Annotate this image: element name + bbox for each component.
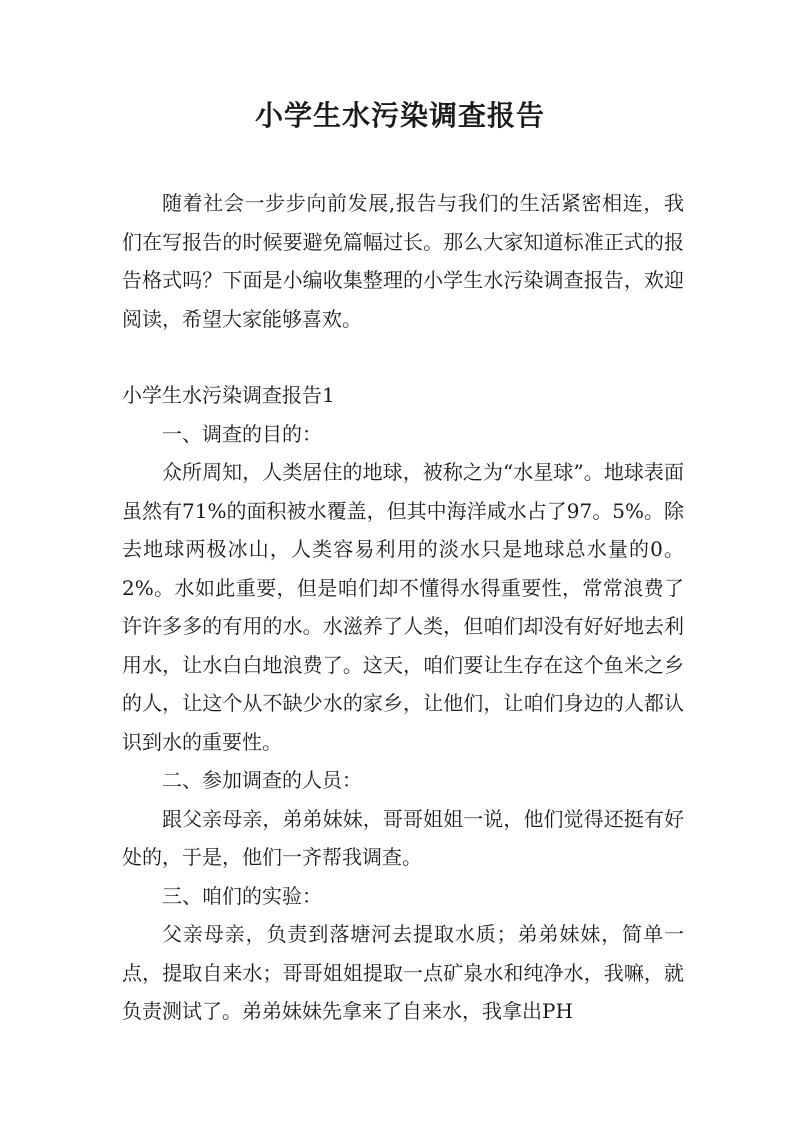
document-title: 小学生水污染调查报告	[254, 99, 545, 132]
intro-paragraph: 随着社会一步步向前发展,报告与我们的生活紧密相连，我们在写报告的时候要避免篇幅过长。那么大家知道标准正式的报告格式吗？下面是小编收集整理的小学生水污染调查报告，欢迎阅读，希望大家能够喜欢。	[122, 191, 684, 331]
intro-block	[122, 184, 684, 338]
heading-experiment: 三、咱们的实验：	[162, 883, 322, 908]
paragraph-experiment: 父亲母亲，负责到落塘河去提取水质；弟弟妹妹，简单一点，提取自来水；哥哥姐姐提取一点矿泉水和纯净水，我嘛，就负责测试了。弟弟妹妹先拿来了自来水，我拿出PH	[122, 922, 684, 1023]
heading-purpose: 一、调查的目的：	[162, 421, 322, 446]
report-body	[122, 376, 684, 1031]
section-title: 小学生水污染调查报告1	[122, 383, 335, 407]
heading-participants: 二、参加调查的人员：	[162, 768, 362, 792]
paragraph-participants: 跟父亲母亲，弟弟妹妹，哥哥姐姐一说，他们觉得还挺有好处的，于是，他们一齐帮我调查。	[122, 806, 684, 869]
paragraph-purpose: 众所周知，人类居住的地球，被称之为“水星球”。地球表面虽然有71%的面积被水覆盖，但其中海洋咸水占了97。5%。除去地球两极冰山，人类容易利用的淡水只是地球总水量的0。2%。水如此重要，但是咱们却不懂得水得重要性，常常浪费了许许多多的有用的水。水滋养了人类，但咱们却没有好好地去利用水，让水白白地浪费了。这天，咱们要让生存在这个鱼米之乡的人，让这个从不缺少水的家乡，让他们，让咱们身边的人都认识到水的重要性。	[122, 460, 684, 754]
